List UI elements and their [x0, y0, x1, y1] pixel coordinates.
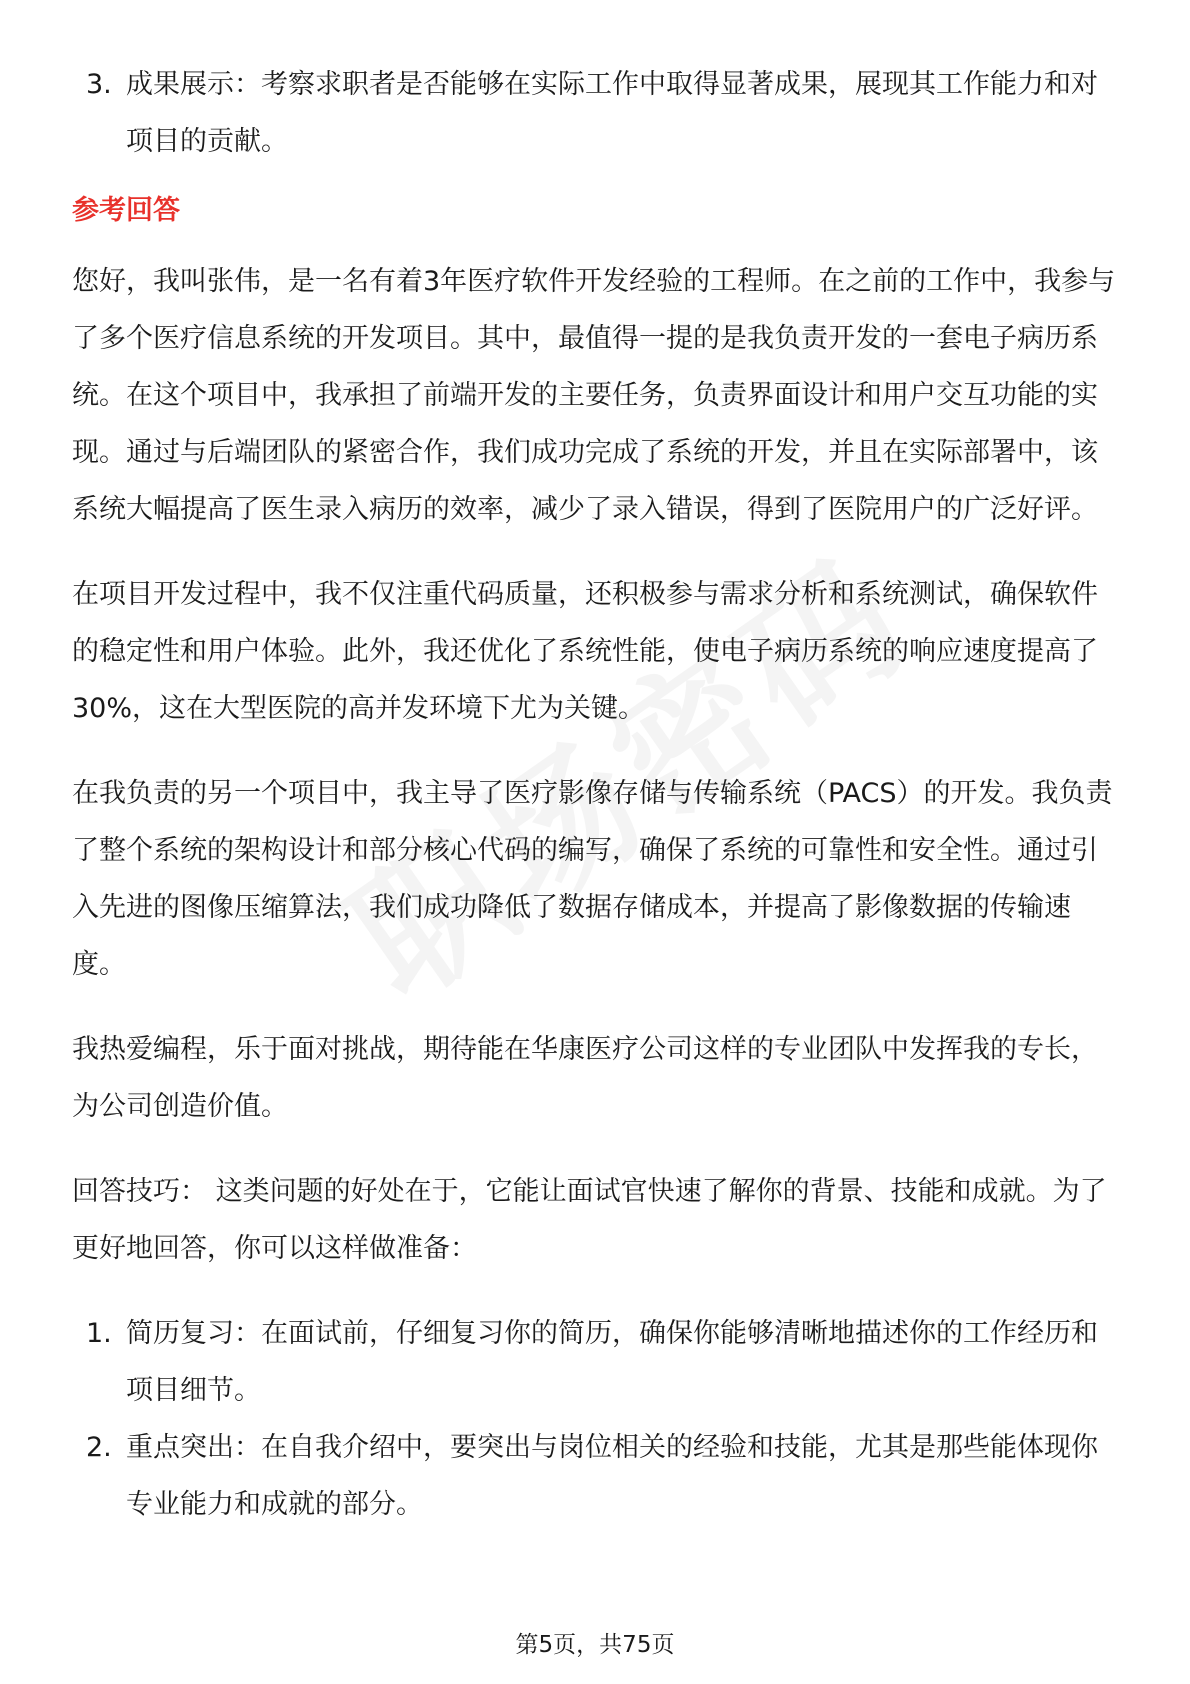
- paragraph: 我热爱编程，乐于面对挑战，期待能在华康医疗公司这样的专业团队中发挥我的专长，为公司创造价值。: [72, 1034, 1098, 1122]
- tips-intro-paragraph: 回答技巧： 这类问题的好处在于，它能让面试官快速了解你的背景、技能和成就。为了更好地回答，你可以这样做准备：: [72, 1176, 1107, 1264]
- paragraph: 您好，我叫张伟，是一名有着3年医疗软件开发经验的工程师。在之前的工作中，我参与了多个医疗信息系统的开发项目。其中，最值得一提的是我负责开发的一套电子病历系统。在这个项目中，我承担了前端开发的主要任务，负责界面设计和用户交互功能的实现。通过与后端团队的紧密合作，我们成功完成了系统的开发，并且在实际部署中，该系统大幅提高了医生录入病历的效率，减少了录入错误，得到了医院用户的广泛好评。: [72, 266, 1116, 525]
- list-item: [72, 1305, 1120, 1419]
- paragraph: 在我负责的另一个项目中，我主导了医疗影像存储与传输系统（PACS）的开发。我负责了整个系统的架构设计和部分核心代码的编写，确保了系统的可靠性和安全性。通过引入先进的图像压缩算法，我们成功降低了数据存储成本，并提高了影像数据的传输速度。: [72, 778, 1113, 980]
- page-content: [72, 56, 1120, 1533]
- list-item-number: 1.: [86, 1318, 112, 1349]
- list-item-number: 2.: [86, 1432, 112, 1463]
- list-item-text: 成果展示：考察求职者是否能够在实际工作中取得显著成果，展现其工作能力和对项目的贡献。: [126, 69, 1098, 157]
- criteria-list: [72, 56, 1120, 170]
- paragraph: 在项目开发过程中，我不仅注重代码质量，还积极参与需求分析和系统测试，确保软件的稳定性和用户体验。此外，我还优化了系统性能，使电子病历系统的响应速度提高了30%，这在大型医院的高并发环境下尤为关键。: [72, 579, 1098, 724]
- list-item-number: 3.: [86, 69, 112, 100]
- section-title: 参考回答: [72, 195, 180, 226]
- tips-list: [72, 1305, 1120, 1533]
- page-footer: 第5页，共75页: [515, 1632, 675, 1658]
- list-item: [72, 1419, 1120, 1533]
- list-item-text: 重点突出：在自我介绍中，要突出与岗位相关的经验和技能，尤其是那些能体现你专业能力和成就的部分。: [126, 1432, 1098, 1520]
- list-item-text: 简历复习：在面试前，仔细复习你的简历，确保你能够清晰地描述你的工作经历和项目细节。: [126, 1318, 1098, 1406]
- list-item: [72, 56, 1120, 170]
